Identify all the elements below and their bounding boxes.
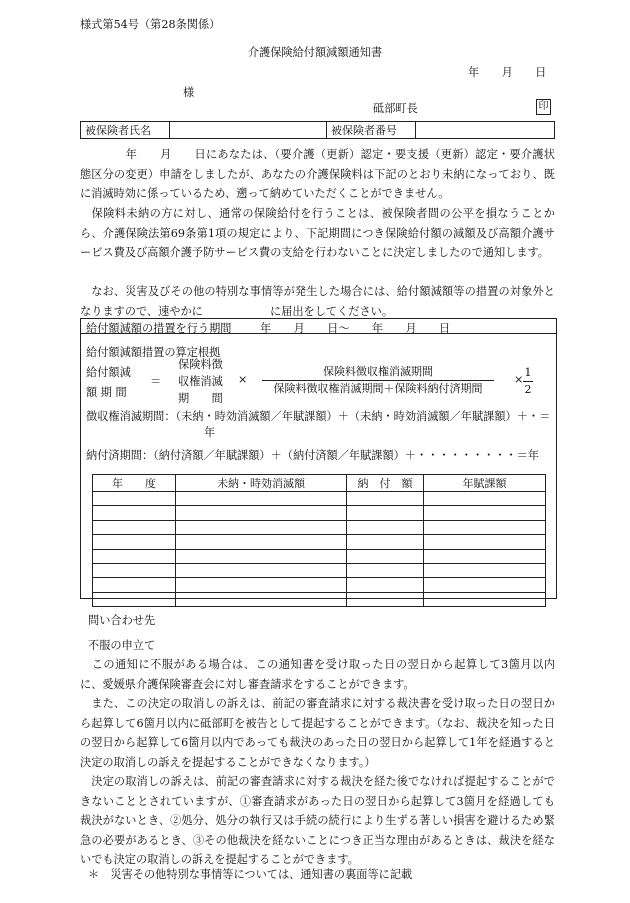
cell-year[interactable]	[93, 563, 176, 577]
cell-unpaid[interactable]	[176, 535, 347, 549]
extinct-period-unit: 年	[204, 426, 216, 439]
intro-paragraph-1: 年 月 日にあなたは、（要介護（更新）認定・要支援（更新）認定・要介護状態区分の変更）申請をしましたが、あなたの介護保険料は下記のとおり未納になっており、既に消滅時効に係っているため、遡って納めていただくことができません。	[80, 148, 555, 201]
insured-info-table	[80, 121, 555, 139]
cell-year[interactable]	[93, 592, 176, 606]
appeal-paragraph-2: また、この決定の取消しの訴えは、前記の審査請求に対する裁決書を受け取った日の翌日から起算して6箇月以内に砥部町を被告として提起することができます。（なお、裁決を知った日の翌日から起算して6箇月以内であっても裁決のあった日の翌日から起算して1年を経過すると決定の取消しの訴えを提起することができなくなります。）	[80, 697, 555, 769]
year-table-header	[93, 475, 546, 492]
cell-paid[interactable]	[347, 592, 424, 606]
formula-middle	[178, 356, 223, 407]
table-row	[93, 592, 546, 606]
cell-unpaid[interactable]	[176, 578, 347, 592]
inquiry-label: 問い合わせ先	[88, 614, 156, 627]
header-unpaid-amount: 未納・時効消滅額	[176, 475, 347, 492]
appeal-heading: 不服の申立て	[88, 639, 156, 652]
footnote: ＊ 災害その他特別な事情等については、通知書の裏面等に記載	[88, 868, 413, 881]
formula-lhs	[86, 363, 131, 403]
cell-paid[interactable]	[347, 492, 424, 506]
intro-paragraph-3: なお、災害及びその他の特別な事情等が発生した場合には、給付額減額等の措置の対象外となりますので、速やかに に届出をしてください。	[80, 285, 555, 318]
date-line: 年 月 日	[468, 66, 547, 79]
cell-unpaid[interactable]	[176, 563, 347, 577]
fraction-numerator: 保険料徴収権消滅期間	[262, 364, 494, 381]
header-paid-amount: 納 付 額	[347, 475, 424, 492]
half-numerator: 1	[523, 365, 533, 382]
cell-levy[interactable]	[424, 578, 546, 592]
insured-number-field[interactable]	[416, 122, 555, 139]
cell-year[interactable]	[93, 506, 176, 520]
header-fiscal-year: 年 度	[93, 475, 176, 492]
cell-year[interactable]	[93, 535, 176, 549]
table-row	[93, 506, 546, 520]
table-row	[93, 535, 546, 549]
issuer-name: 砥部町長	[373, 102, 418, 115]
cell-levy[interactable]	[424, 592, 546, 606]
formula-mid-line3: 期 間	[178, 392, 223, 405]
formula-mid-line2: 収権消滅	[178, 375, 223, 388]
cell-paid[interactable]	[347, 549, 424, 563]
cell-paid[interactable]	[347, 563, 424, 577]
cell-paid[interactable]	[347, 535, 424, 549]
formula-equals: ＝	[150, 375, 162, 388]
cell-paid[interactable]	[347, 506, 424, 520]
cell-year[interactable]	[93, 520, 176, 534]
table-row	[93, 549, 546, 563]
cell-unpaid[interactable]	[176, 492, 347, 506]
form-number: 様式第54号（第28条関係）	[80, 18, 221, 31]
year-breakdown-table	[92, 474, 546, 607]
formula-lhs-line2: 額 期 間	[86, 386, 127, 399]
document-title: 介護保険給付額減額通知書	[247, 46, 383, 59]
paid-period-formula: 納付済期間：（納付済額／年賦課額）＋（納付済額／年賦課額）＋・・・・・・・・・＝年	[86, 449, 540, 462]
cell-paid[interactable]	[347, 578, 424, 592]
cell-levy[interactable]	[424, 520, 546, 534]
intro-paragraph-2: 保険料未納の方に対し、通常の保険給付を行うことは、被保険者間の公平を損なうことから、介護保険法第69条第1項の規定により、下記期間につき保険給付額の減額及び高額介護サービス費及び高額介護予防サービス費の支給を行わないことに決定しましたので通知します。	[80, 207, 555, 260]
formula-times: ×	[238, 373, 248, 386]
cell-unpaid[interactable]	[176, 592, 347, 606]
cell-unpaid[interactable]	[176, 520, 347, 534]
cell-unpaid[interactable]	[176, 506, 347, 520]
cell-year[interactable]	[93, 492, 176, 506]
formula-mid-line1: 保険料徴	[178, 358, 223, 371]
cell-levy[interactable]	[424, 506, 546, 520]
fraction-denominator: 保険料徴収権消滅期間＋保険料納付済期間	[273, 382, 483, 395]
period-label: 給付額減額の措置を行う期間	[86, 322, 232, 335]
formula-times-2: ×	[514, 373, 524, 386]
cell-levy[interactable]	[424, 492, 546, 506]
table-row	[93, 492, 546, 506]
insured-number-label: 被保険者番号	[327, 122, 416, 139]
cell-levy[interactable]	[424, 563, 546, 577]
header-annual-levy: 年賦課額	[424, 475, 546, 492]
basis-label: 給付額減額措置の算定根拠	[86, 346, 221, 359]
cell-year[interactable]	[93, 578, 176, 592]
table-row	[93, 520, 546, 534]
cell-unpaid[interactable]	[176, 549, 347, 563]
table-row	[93, 578, 546, 592]
cell-levy[interactable]	[424, 535, 546, 549]
half-denominator: 2	[524, 383, 532, 396]
insured-name-label: 被保険者氏名	[81, 122, 170, 139]
formula-fraction	[262, 364, 494, 396]
seal-mark: 印	[536, 99, 551, 115]
cell-year[interactable]	[93, 549, 176, 563]
cell-paid[interactable]	[347, 520, 424, 534]
insured-name-field[interactable]	[170, 122, 327, 139]
cell-levy[interactable]	[424, 549, 546, 563]
half-fraction	[523, 365, 533, 397]
table-row	[93, 563, 546, 577]
recipient-suffix: 様	[183, 86, 195, 99]
extinct-period-formula: 徴収権消滅期間：（未納・時効消滅額／年賦課額）＋（未納・時効消滅額／年賦課額）＋・＝	[86, 410, 551, 423]
formula-lhs-line1: 給付額減	[86, 366, 131, 379]
appeal-paragraph-1: この通知に不服がある場合は、この通知書を受け取った日の翌日から起算して3箇月以内に、愛媛県介護保険審査会に対し審査請求をすることができます。	[80, 658, 555, 691]
period-value: 年 月 日～ 年 月 日	[260, 322, 451, 335]
appeal-paragraph-3: 決定の取消しの訴えは、前記の審査請求に対する裁決を経た後でなければ提起することができないこととされていますが、①審査請求があった日の翌日から起算して3箇月を経過しても裁決がないとき、②処分、処分の執行又は手続の続行により生ずる著しい損害を避けるため緊急の必要があるとき、③その他裁決を経ないことにつき正当な理由があるときは、裁決を経ないでも決定の取消しの訴えを提起することができます。	[80, 775, 555, 867]
